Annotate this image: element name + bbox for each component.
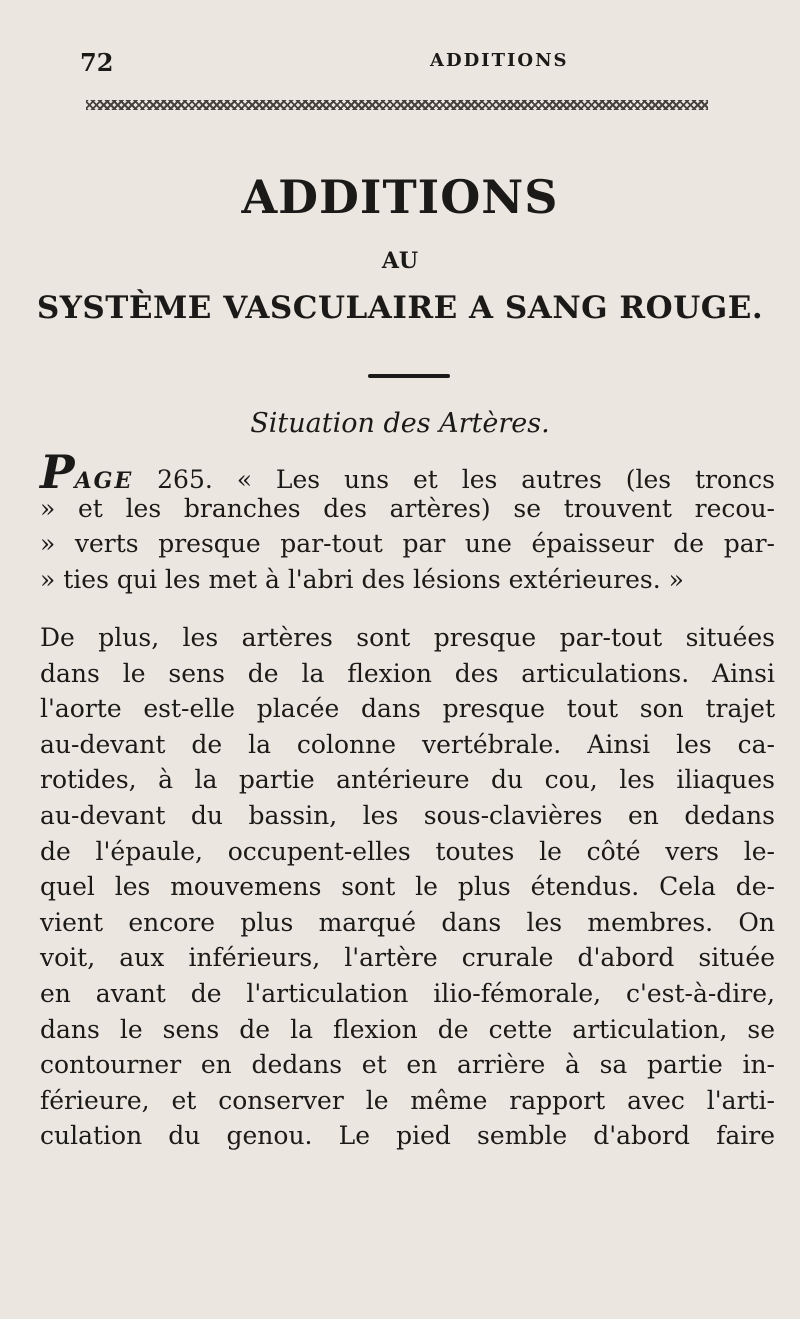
- text-line: dans le sens de la flexion de cette articulation, se: [40, 1014, 775, 1044]
- text-line: » ties qui les met à l'abri des lésions extérieures. »: [40, 564, 684, 594]
- text-line: quel les mouvemens sont le plus étendus. Cela de-: [40, 872, 775, 902]
- text-line: dans le sens de la flexion des articulations. Ainsi: [40, 658, 775, 688]
- section-title: Situation des Artères.: [250, 408, 550, 439]
- page-number: 72: [80, 48, 114, 77]
- text-line: rotides, à la partie antérieure du cou, les iliaques: [40, 765, 775, 795]
- text-line-content: 265. « Les uns et les autres (les troncs: [133, 465, 775, 494]
- text-line: » verts presque par-tout par une épaisseur de par-: [40, 529, 775, 559]
- text-line: en avant de l'articulation ilio-fémorale, c'est-à-dire,: [40, 978, 775, 1008]
- running-title: ADDITIONS: [430, 50, 569, 71]
- chapter-subtitle: SYSTÈME VASCULAIRE A SANG ROUGE.: [36, 290, 764, 326]
- running-head: [0, 48, 800, 78]
- paragraph-1: [40, 445, 775, 597]
- ornamental-rule: [86, 100, 708, 110]
- text-line: vient encore plus marqué dans les membres. On: [40, 907, 775, 937]
- text-line: l'aorte est-elle placée dans presque tout son trajet: [40, 694, 775, 724]
- small-caps-word: AGE: [74, 468, 134, 494]
- text-line: au-devant du bassin, les sous-clavières en dedans: [40, 800, 775, 830]
- text-line: contourner en dedans et en arrière à sa partie in-: [40, 1050, 775, 1080]
- text-line: férieure, et conserver le même rapport avec l'arti-: [40, 1085, 775, 1115]
- drop-cap: P: [40, 445, 75, 499]
- text-line: au-devant de la colonne vertébrale. Ainsi les ca-: [40, 729, 775, 759]
- chapter-title: ADDITIONS: [241, 170, 559, 224]
- text-line: voit, aux inférieurs, l'artère crurale d'abord située: [40, 943, 775, 973]
- text-line: De plus, les artères sont presque par-tout situées: [40, 623, 775, 652]
- text-line: » et les branches des artères) se trouvent recou-: [40, 493, 775, 523]
- text-line: [40, 445, 775, 499]
- section-divider: [368, 374, 450, 378]
- text-line: culation du genou. Le pied semble d'abord faire: [40, 1121, 775, 1151]
- text-line: de l'épaule, occupent-elles toutes le côté vers le-: [40, 836, 775, 866]
- chapter-title-connector: AU: [381, 248, 419, 274]
- paragraph-2: [40, 620, 775, 1154]
